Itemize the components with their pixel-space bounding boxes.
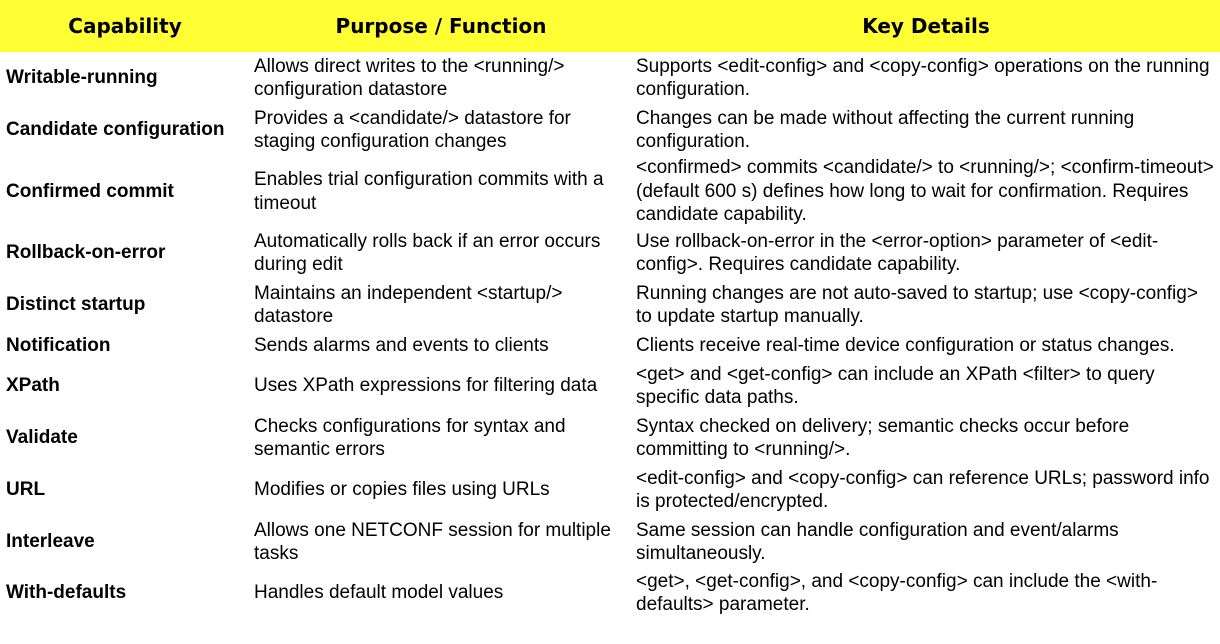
details-cell: <get>, <get-config>, and <copy-config> can include the <with-defaults> parameter. <box>636 570 1158 615</box>
capability-cell: Validate <box>6 427 78 449</box>
header-purpose: Purpose / Function <box>335 14 547 38</box>
purpose-cell: Handles default model values <box>254 582 504 604</box>
purpose-cell: Uses XPath expressions for filtering data <box>254 375 598 397</box>
purpose-cell: Automatically rolls back if an error occurs during edit <box>254 230 601 275</box>
details-cell: <confirmed> commits <candidate/> to <running/>; <confirm-timeout> (default 600 s) defines how long to wait for confirmation. Requires candidate capability. <box>636 157 1214 226</box>
purpose-cell: Sends alarms and events to clients <box>254 334 549 356</box>
details-cell: Clients receive real-time device configuration or status changes. <box>636 334 1175 356</box>
table-row <box>0 227 1220 279</box>
capability-cell: Rollback-on-error <box>6 242 166 264</box>
table-row <box>0 568 1220 618</box>
capability-cell: Confirmed commit <box>6 180 174 202</box>
table-row <box>0 279 1220 331</box>
purpose-cell: Provides a <candidate/> datastore for staging configuration changes <box>254 107 571 152</box>
capability-cell: With-defaults <box>6 582 127 604</box>
table-row <box>0 331 1220 360</box>
details-cell: Supports <edit-config> and <copy-config> operations on the running configuration. <box>636 55 1210 100</box>
purpose-cell: Allows one NETCONF session for multiple tasks <box>254 519 611 564</box>
table-row <box>0 360 1220 412</box>
table-row <box>0 516 1220 568</box>
capability-cell: Distinct startup <box>6 294 146 316</box>
capability-cell: Interleave <box>6 531 95 553</box>
purpose-cell: Checks configurations for syntax and semantic errors <box>254 415 566 460</box>
header-capability: Capability <box>68 14 182 38</box>
table-header <box>0 0 1220 52</box>
capability-cell: Candidate configuration <box>6 119 225 141</box>
table-row <box>0 104 1220 156</box>
purpose-cell: Allows direct writes to the <running/> configuration datastore <box>254 55 565 100</box>
table-body <box>0 52 1220 618</box>
table-row <box>0 156 1220 227</box>
details-cell: Syntax checked on delivery; semantic checks occur before committing to <running/>. <box>636 415 1130 460</box>
purpose-cell: Enables trial configuration commits with a timeout <box>254 169 604 214</box>
details-cell: Same session can handle configuration and event/alarms simultaneously. <box>636 519 1119 564</box>
details-cell: Use rollback-on-error in the <error-option> parameter of <edit-config>. Requires candidate capability. <box>636 230 1159 275</box>
details-cell: <edit-config> and <copy-config> can reference URLs; password info is protected/encrypted. <box>636 467 1210 512</box>
capability-cell: XPath <box>6 375 60 397</box>
details-cell: Running changes are not auto-saved to startup; use <copy-config> to update startup manually. <box>636 282 1198 327</box>
details-cell: <get> and <get-config> can include an XPath <filter> to query specific data paths. <box>636 363 1155 408</box>
table-row <box>0 464 1220 516</box>
capability-cell: Notification <box>6 334 111 356</box>
table-row <box>0 52 1220 104</box>
purpose-cell: Modifies or copies files using URLs <box>254 479 550 501</box>
table-row <box>0 412 1220 464</box>
purpose-cell: Maintains an independent <startup/> datastore <box>254 282 563 327</box>
header-row <box>0 0 1220 52</box>
capability-cell: Writable-running <box>6 67 158 89</box>
header-details: Key Details <box>862 14 990 38</box>
details-cell: Changes can be made without affecting the current running configuration. <box>636 107 1135 152</box>
capability-cell: URL <box>6 479 46 501</box>
